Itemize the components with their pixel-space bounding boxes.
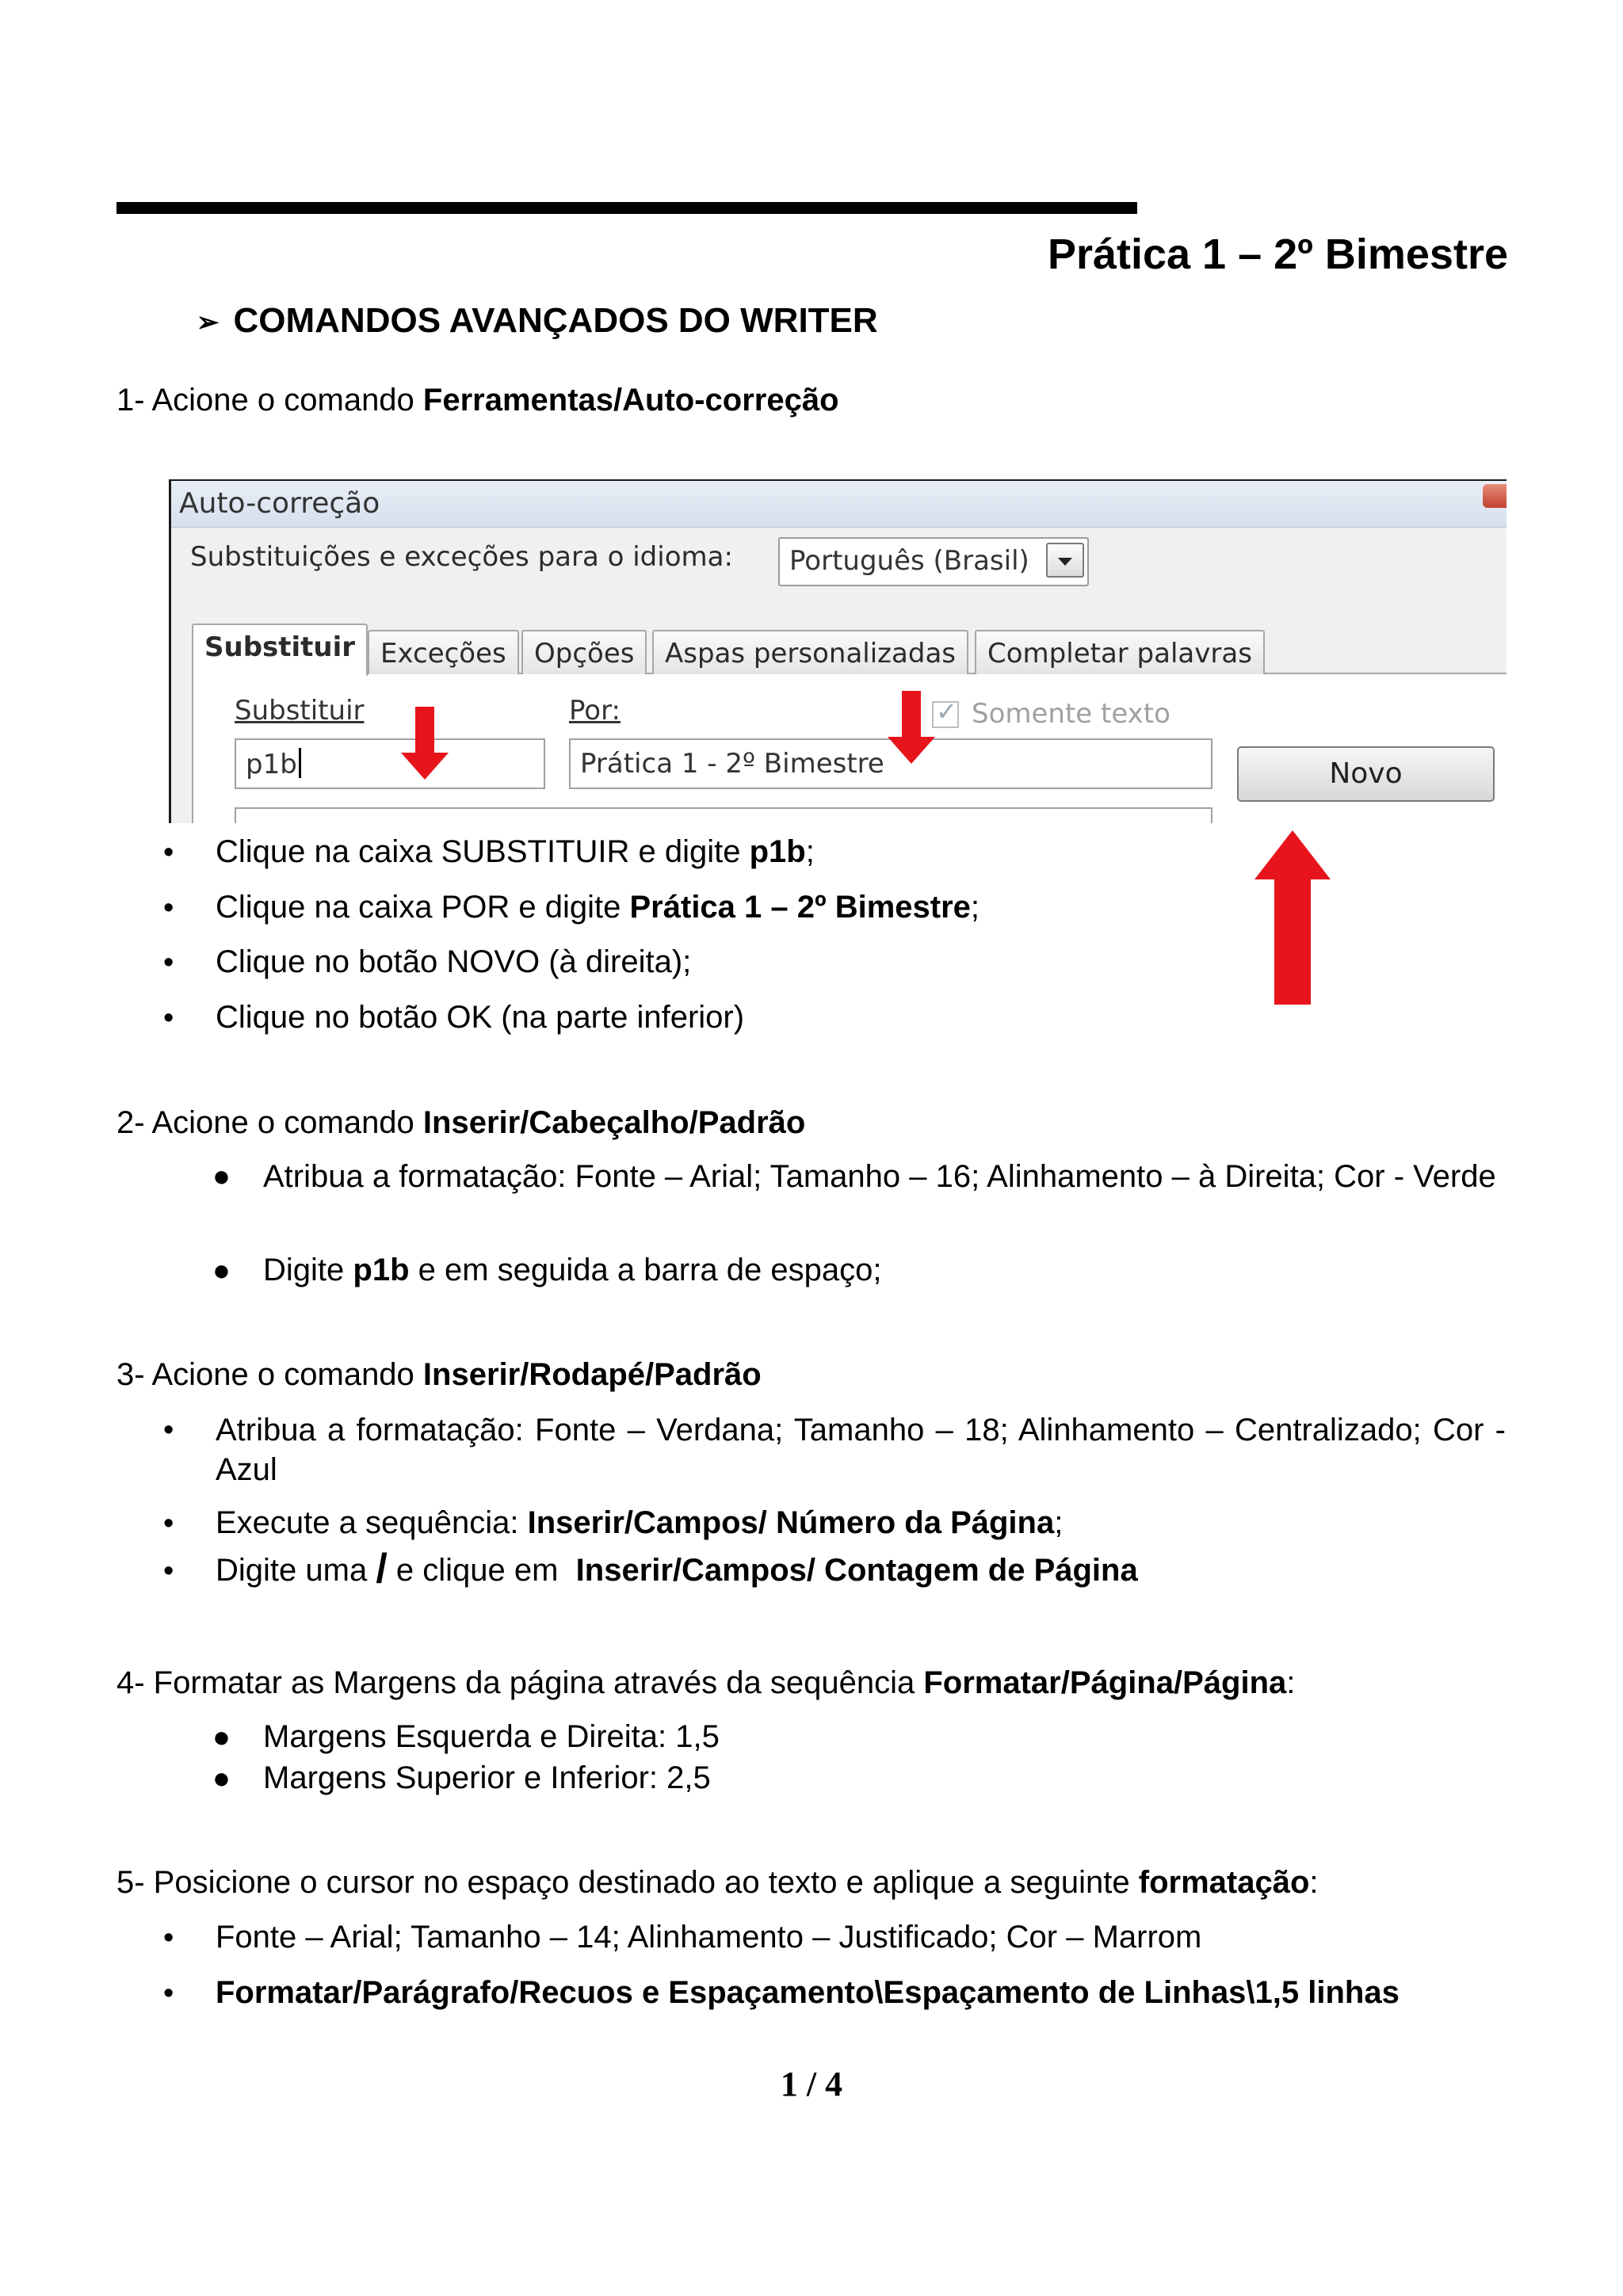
step3-prefix: 3- Acione o comando	[116, 1357, 423, 1392]
bullet-text: Fonte – Arial; Tamanho – 14; Alinhamento – Justificado; Cor – Marrom	[216, 1920, 1202, 1955]
tab-excecoes[interactable]: Exceções	[368, 630, 519, 674]
step1-heading	[116, 381, 839, 419]
step4-bullet	[212, 1718, 720, 1756]
step4-prefix: 4- Formatar as Margens da página através da sequência	[116, 1665, 924, 1700]
section-title-text: COMANDOS AVANÇADOS DO WRITER	[233, 301, 878, 340]
step3-bullet	[163, 1546, 1138, 1592]
replace-input[interactable]	[235, 738, 545, 789]
bullet-bold: p1b	[353, 1253, 410, 1287]
red-arrow-up-icon	[1254, 830, 1331, 1005]
step2-command: Inserir/Cabeçalho/Padrão	[422, 1105, 806, 1140]
tab-opcoes[interactable]: Opções	[521, 630, 647, 674]
step3-heading	[116, 1356, 762, 1394]
language-select[interactable]	[778, 537, 1089, 586]
bullet-bold: Inserir/Campos/ Contagem de Página	[575, 1553, 1138, 1588]
bullet-text: Margens Esquerda e Direita: 1,5	[263, 1719, 720, 1754]
with-label: Por:	[569, 695, 621, 727]
step5-prefix: 5- Posicione o cursor no espaço destinado ao texto e aplique a seguinte	[116, 1865, 1139, 1900]
step5-heading	[116, 1863, 1319, 1901]
bullet-text: Digite	[263, 1253, 353, 1287]
bullet-icon: •	[163, 836, 174, 869]
bullet-text: Margens Superior e Inferior: 2,5	[263, 1760, 711, 1795]
dropdown-button[interactable]	[1046, 543, 1084, 578]
tab-substituir[interactable]: Substituir	[192, 624, 368, 676]
page-title: Prática 1 – 2º Bimestre	[1047, 231, 1508, 278]
bullet-icon: ●	[212, 1762, 231, 1795]
bullet-text: Digite uma	[216, 1553, 376, 1588]
step3-command: Inserir/Rodapé/Padrão	[422, 1357, 762, 1392]
bullet-text: Clique na caixa POR e digite	[216, 890, 630, 925]
bullet-icon: •	[163, 1554, 174, 1588]
step2-bullet	[212, 1251, 881, 1290]
with-input-value: Prática 1 - 2º Bimestre	[580, 748, 884, 780]
bullet-icon: ●	[212, 1160, 231, 1193]
step2-heading	[116, 1104, 805, 1142]
step5-bullet	[163, 1918, 1201, 1957]
step1-bullet	[163, 998, 744, 1037]
page-number: 1 / 4	[780, 2065, 843, 2103]
bullet-icon: •	[163, 1413, 174, 1447]
bullet-bold: Inserir/Campos/ Número da Página	[527, 1505, 1055, 1540]
bullet-icon: ●	[212, 1254, 231, 1287]
replacement-list[interactable]	[235, 807, 1212, 823]
bullet-icon: •	[163, 1977, 174, 2010]
language-value: Português (Brasil)	[789, 545, 1029, 577]
step3-bullet-text: Atribua a formatação: Fonte – Verdana; Tamanho – 18; Alinhamento – Centralizado; Cor - Azul	[216, 1413, 1506, 1487]
dialog-title: Auto-correção	[179, 487, 380, 520]
close-icon[interactable]	[1483, 484, 1507, 508]
bullet-icon: •	[163, 1921, 174, 1955]
arrowhead-bullet-icon: ➢	[197, 307, 220, 338]
chevron-down-icon	[1058, 558, 1072, 566]
bullet-icon: •	[163, 1507, 174, 1540]
step4-bullet	[212, 1759, 711, 1798]
step5-suffix: :	[1309, 1865, 1319, 1900]
bullet-icon: •	[163, 1001, 174, 1035]
step3-bullet	[163, 1504, 1063, 1543]
text-only-label: Somente texto	[972, 698, 1170, 730]
bullet-icon: ●	[212, 1721, 231, 1754]
bullet-suffix: e em seguida a barra de espaço;	[409, 1253, 882, 1287]
step3-bullet	[163, 1410, 192, 1449]
language-label: Substituições e exceções para o idioma:	[190, 541, 733, 573]
top-rule	[116, 202, 1137, 214]
new-button[interactable]: Novo	[1237, 746, 1495, 802]
replace-input-value	[246, 748, 301, 780]
bullet-bold: p1b	[749, 834, 806, 869]
bullet-text: Clique no botão OK (na parte inferior)	[216, 1000, 745, 1035]
bullet-text: Execute a sequência:	[216, 1505, 528, 1540]
step4-heading	[116, 1664, 1295, 1702]
bullet-text: e clique em	[387, 1553, 576, 1588]
replace-value-text: p1b	[246, 749, 297, 780]
step1-bullet	[163, 888, 980, 927]
step2-bullet-text: Atribua a formatação: Fonte – Arial; Tamanho – 16; Alinhamento – à Direita; Cor - Verde	[263, 1159, 1496, 1194]
step5-command: formatação	[1138, 1865, 1310, 1900]
bullet-bold: Formatar/Parágrafo/Recuos e Espaçamento\Espaçamento de Linhas\1,5 linhas	[216, 1975, 1400, 2010]
section-title	[197, 301, 878, 341]
replace-label: Substituir	[235, 695, 365, 727]
autocorrect-dialog-screenshot	[169, 479, 1507, 823]
tab-completar-palavras[interactable]: Completar palavras	[975, 630, 1265, 674]
slash-glyph: /	[376, 1546, 388, 1592]
step1-bullet	[163, 833, 815, 871]
check-icon: ✓	[936, 696, 957, 727]
bullet-text: Clique na caixa SUBSTITUIR e digite	[216, 834, 750, 869]
red-arrow-down-icon	[407, 707, 442, 786]
step5-bullet	[163, 1974, 1400, 2012]
step2-prefix: 2- Acione o comando	[116, 1105, 423, 1140]
bullet-icon: •	[163, 946, 174, 979]
text-only-checkbox[interactable]	[932, 696, 959, 728]
bullet-text: Clique no botão NOVO (à direita);	[216, 944, 692, 979]
text-caret	[299, 748, 301, 778]
bullet-suffix: ;	[1054, 1505, 1064, 1540]
step1-prefix: 1- Acione o comando	[116, 383, 423, 418]
bullet-icon: •	[163, 891, 174, 925]
bullet-bold: Prática 1 – 2º Bimestre	[629, 890, 971, 925]
step4-command: Formatar/Página/Página	[923, 1665, 1287, 1700]
step4-suffix: :	[1286, 1665, 1296, 1700]
bullet-suffix: ;	[970, 890, 980, 925]
tab-aspas-personalizadas[interactable]: Aspas personalizadas	[652, 630, 968, 674]
step1-bullet	[163, 943, 691, 982]
bullet-suffix: ;	[805, 834, 815, 869]
dialog-titlebar	[171, 481, 1507, 528]
step1-command: Ferramentas/Auto-correção	[422, 383, 839, 418]
red-arrow-down-icon	[894, 691, 929, 770]
